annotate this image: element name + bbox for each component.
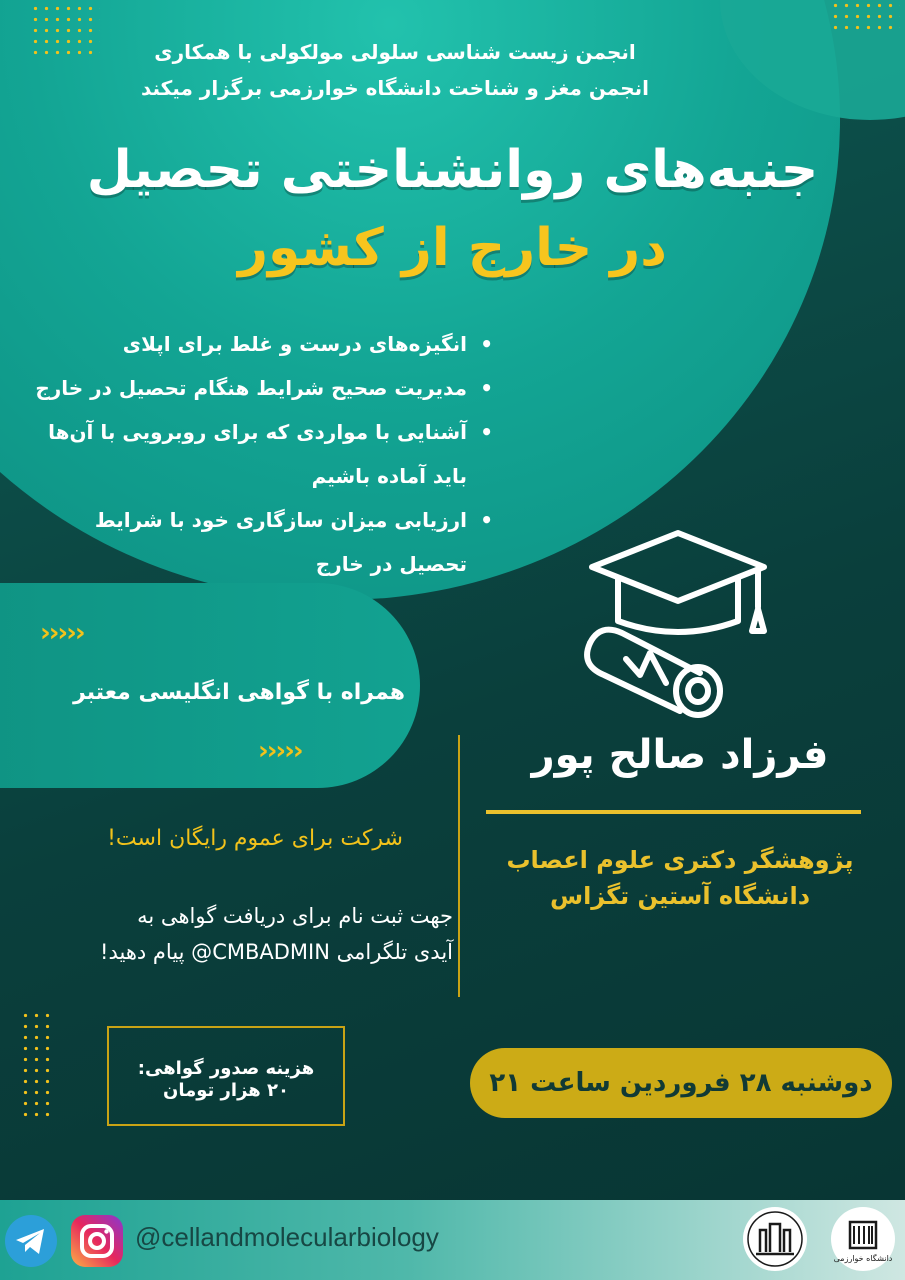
event-date-badge: دوشنبه ۲۸ فروردین ساعت ۲۱ <box>470 1048 892 1118</box>
society-logo <box>742 1206 808 1272</box>
fee-amount: ۲۰ هزار تومان <box>162 1080 290 1101</box>
speaker-name: فرزاد صالح پور <box>531 732 829 778</box>
gold-dots-left <box>20 1010 56 1120</box>
speaker-role <box>470 842 890 914</box>
divider-vertical <box>458 735 460 997</box>
topic-item: • ارزیابی میزان سازگاری خود با شرایط تحصیل در خارج <box>33 498 493 586</box>
topic-item: • مدیریت صحیح شرایط هنگام تحصیل در خارج <box>33 366 493 410</box>
speaker-role-line-1: پژوهشگر دکتری علوم اعصاب <box>506 846 854 874</box>
gold-dots-right <box>830 0 900 30</box>
registration-line-1: جهت ثبت نام برای دریافت گواهی به <box>137 904 453 928</box>
topics-list <box>33 322 493 586</box>
certificate-fee-box <box>107 1026 345 1126</box>
divider-horizontal <box>486 810 861 814</box>
free-attendance-note: شرکت برای عموم رایگان است! <box>107 826 403 851</box>
fee-label: هزینه صدور گواهی: <box>137 1058 315 1079</box>
social-handle[interactable]: @cellandmolecularbiology <box>135 1222 439 1252</box>
telegram-icon[interactable] <box>4 1214 58 1268</box>
topic-item: • انگیزه‌های درست و غلط برای اپلای <box>33 322 493 366</box>
chevron-arrows-icon: ››››› <box>40 618 84 648</box>
instagram-icon[interactable] <box>70 1214 124 1268</box>
kharazmi-university-logo <box>830 1206 896 1272</box>
graduation-cap-diploma-icon <box>570 525 780 720</box>
topic-item: • آشنایی با مواردی که برای روبرویی با آن‌ها باید آماده باشیم <box>33 410 493 498</box>
certificate-note: همراه با گواهی انگلیسی معتبر <box>73 680 405 705</box>
kharazmi-logo-text: دانشگاه خوارزمی <box>833 1254 893 1263</box>
organizer-intro <box>85 34 705 106</box>
main-subtitle: در خارج از کشور <box>238 218 667 278</box>
speaker-role-line-2: دانشگاه آستین تگزاس <box>549 882 811 910</box>
intro-line-2: انجمن مغز و شناخت دانشگاه خوارزمی برگزار میکند <box>140 76 650 100</box>
chevron-arrows-icon: ››››› <box>258 736 302 766</box>
main-title: جنبه‌های روانشناختی تحصیل <box>86 140 819 200</box>
intro-line-1: انجمن زیست شناسی سلولی مولکولی با همکاری <box>154 40 636 64</box>
registration-info <box>13 898 453 970</box>
registration-line-2: آیدی تلگرامی CMBADMIN@ پیام دهید! <box>100 940 453 964</box>
